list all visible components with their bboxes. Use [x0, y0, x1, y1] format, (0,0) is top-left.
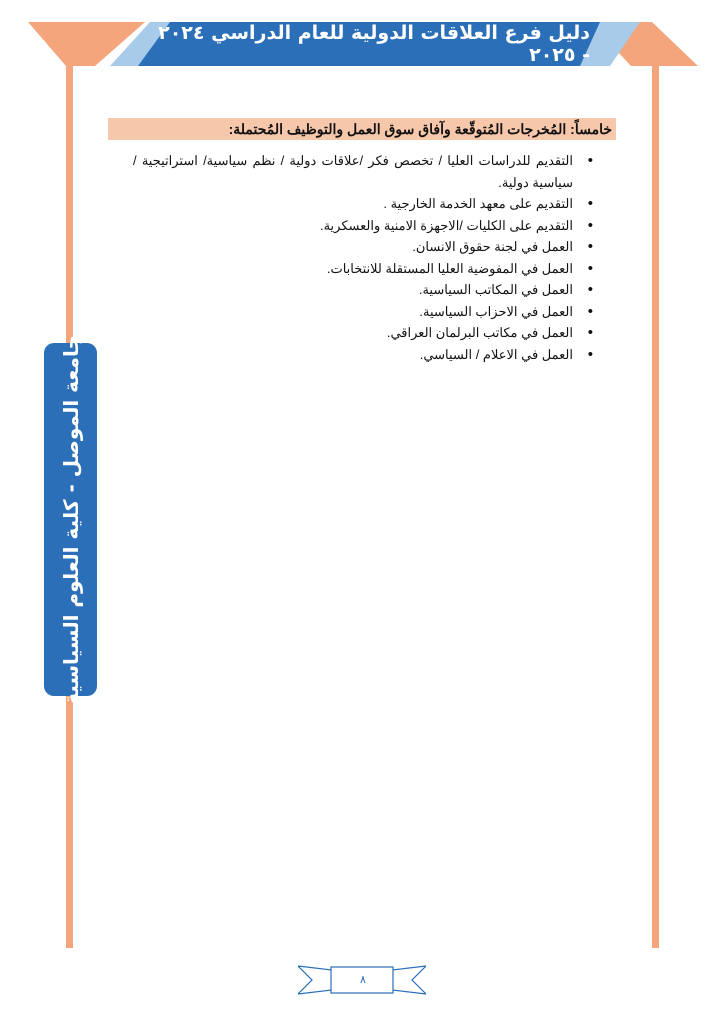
list-item: • العمل في مكاتب البرلمان العراقي. [133, 322, 593, 344]
side-badge-label: جامعة الموصل - كلية العلوم السياسية [58, 334, 83, 705]
section-heading: خامساً: المُخرجات المُتوقّعة وآفاق سوق العمل والتوظيف المُحتملة: [108, 118, 616, 140]
side-badge [44, 334, 97, 705]
list-item: • العمل في الاعلام / السياسي. [133, 344, 593, 366]
list-item: • التقديم للدراسات العليا / تخصص فكر /علاقات دولية / نظم سياسية/ استراتيجية /سياسية دولية. [133, 150, 593, 193]
list-item: • التقديم على الكليات /الاجهزة الامنية والعسكرية. [133, 215, 593, 237]
list-item: • التقديم على معهد الخدمة الخارجية . [133, 193, 593, 215]
list-item: • العمل في الاحزاب السياسية. [133, 301, 593, 323]
right-border-rail [652, 66, 659, 948]
ribbon-right-tail [392, 966, 426, 994]
outcomes-list [133, 150, 593, 365]
page-number: ٨ [360, 973, 366, 986]
list-item: • العمل في المكاتب السياسية. [133, 279, 593, 301]
list-item: • العمل في المفوضية العليا المستقلة للانتخابات. [133, 258, 593, 280]
list-item: • العمل في لجنة حقوق الانسان. [133, 236, 593, 258]
header-title: دليل فرع العلاقات الدولية للعام الدراسي ٢٠٢٤ - ٢٠٢٥ [158, 22, 590, 66]
ribbon-left-tail [298, 966, 332, 994]
